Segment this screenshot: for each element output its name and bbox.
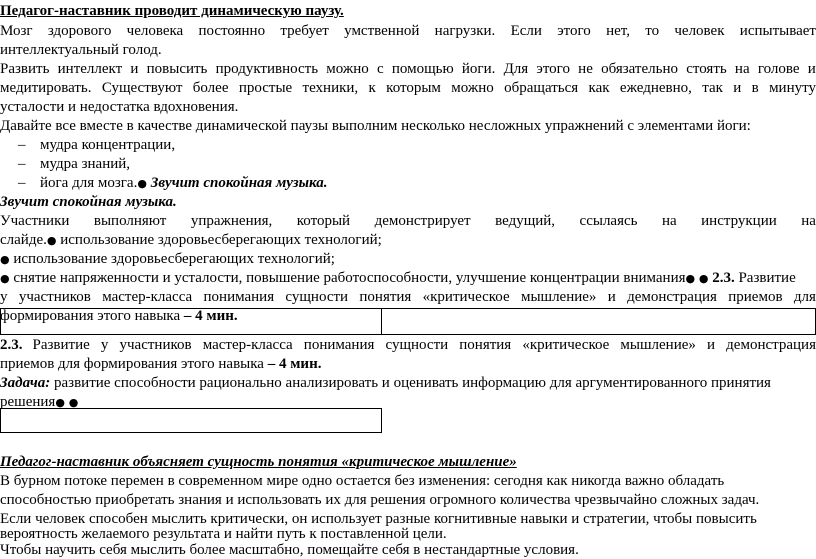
word: понятия xyxy=(359,288,411,306)
word: техники, xyxy=(303,79,359,97)
heading-critical-thinking: Педагог-наставник объясняет сущность понятия «критическое мышление» xyxy=(0,453,816,471)
word: «критическое xyxy=(423,288,510,306)
word: и xyxy=(808,60,816,78)
word: инструкции xyxy=(701,212,777,230)
bullet-item xyxy=(0,250,816,269)
word: ссылаясь xyxy=(580,212,638,230)
word: понятия xyxy=(459,336,511,354)
word: упражнения, xyxy=(191,212,272,230)
duration: – 4 мин. xyxy=(264,356,322,372)
word: демонстрация xyxy=(627,288,717,306)
list-item-text: мудра знаний, xyxy=(40,155,130,173)
word: постоянно xyxy=(199,22,266,40)
bullet-icon: ● xyxy=(699,272,709,285)
s23-line1 xyxy=(0,336,816,354)
bullet-icon: ● xyxy=(69,396,79,409)
word: выполняют xyxy=(94,212,166,230)
word: нет, xyxy=(606,22,630,40)
word: мастер-класса xyxy=(203,336,293,354)
list-item-label: йога для мозга. xyxy=(40,175,137,191)
task-text: развитие способности рационально анализировать и оценивать информацию для аргументированного принятия xyxy=(50,375,771,391)
word: как xyxy=(589,79,610,97)
p1-line1 xyxy=(0,22,816,40)
word: к xyxy=(369,79,376,97)
word: которым xyxy=(386,79,441,97)
p4-line2-a: слайде. xyxy=(0,232,47,248)
word: можно xyxy=(451,79,494,97)
bullet-icon: ● xyxy=(0,253,10,266)
word: участников xyxy=(19,288,91,306)
p4-line1 xyxy=(0,212,816,230)
word: этого xyxy=(557,22,591,40)
word: медитировать. xyxy=(0,79,92,97)
word: сущности xyxy=(285,288,348,306)
word: у xyxy=(101,336,109,354)
word: продуктивность xyxy=(216,60,318,78)
word: Если xyxy=(511,22,542,40)
word: демонстрация xyxy=(726,336,816,354)
word: на xyxy=(662,212,677,230)
word: участников xyxy=(120,336,192,354)
word: на xyxy=(735,60,750,78)
word: и xyxy=(608,288,616,306)
p5-line3: Если человек способен мыслить критически, он использует разные когнитивные навыки и стратегии, чтобы повысить xyxy=(0,510,816,528)
word: то xyxy=(645,22,659,40)
task-line1 xyxy=(0,374,816,392)
word: приемов xyxy=(728,288,782,306)
word: Существуют xyxy=(102,79,183,97)
word: ежедневно, xyxy=(620,79,692,97)
table-cell-left xyxy=(0,308,382,335)
word: более xyxy=(193,79,229,97)
bullet-item-tail: Развитие xyxy=(735,270,796,286)
p4-line2-b: использование здоровьесберегающих технологий; xyxy=(56,232,381,248)
heading-dynamic-pause: Педагог-наставник проводит динамическую паузу. xyxy=(0,2,816,20)
s23-line1-words xyxy=(33,336,816,354)
word: здорового xyxy=(48,22,112,40)
bullet-item xyxy=(0,269,816,288)
word: мышление» xyxy=(521,288,596,306)
p2-line3: усталости и недостатка вдохновения. xyxy=(0,98,816,116)
bullet-icon: ● xyxy=(0,272,10,285)
p5-line5: Чтобы научить себя мыслить более масштабно, помещайте себя в нестандартные условия. xyxy=(0,541,816,559)
word: у xyxy=(0,288,8,306)
p5-line1: В бурном потоке перемен в современном мире одно остается без изменения: сегодня как никогда важно обладать xyxy=(0,472,816,490)
empty-box xyxy=(0,408,382,433)
music-note: Звучит спокойная музыка. xyxy=(0,193,816,211)
p4-line2 xyxy=(0,231,816,250)
list-item-text: мудра концентрации, xyxy=(40,136,175,154)
word: не xyxy=(578,60,593,78)
p2-line1 xyxy=(0,60,816,78)
word: демонстрирует xyxy=(375,212,471,230)
word: в xyxy=(752,79,759,97)
word: ведущий, xyxy=(495,212,555,230)
word: обращаться xyxy=(504,79,578,97)
dash-marker: – xyxy=(18,174,26,192)
bullet-icon: ● xyxy=(47,234,57,247)
word: стоять xyxy=(686,60,727,78)
word: мастер-класса xyxy=(102,288,192,306)
word: Для xyxy=(504,60,529,78)
word: Развитие xyxy=(33,336,90,354)
word: с xyxy=(377,60,384,78)
word: человека xyxy=(127,22,184,40)
word: умственной xyxy=(344,22,419,40)
bullet-item-text: снятие напряженности и усталости, повышение работоспособности, улучшение концентрации внимания xyxy=(10,270,686,286)
word: человек xyxy=(674,22,724,40)
dash-marker: – xyxy=(18,136,26,154)
word: для xyxy=(794,288,816,306)
word: понимания xyxy=(304,336,375,354)
word: Мозг xyxy=(0,22,33,40)
word: можно xyxy=(326,60,369,78)
bullet-icon: ● xyxy=(55,396,65,409)
p1-line2: интеллектуальный голод. xyxy=(0,41,816,59)
word: понимания xyxy=(204,288,275,306)
word: и xyxy=(130,60,138,78)
word: минуту xyxy=(769,79,816,97)
word: нагрузки. xyxy=(435,22,496,40)
word: интеллект xyxy=(58,60,123,78)
word: «критическое xyxy=(522,336,609,354)
word: Участники xyxy=(0,212,69,230)
list-item-text xyxy=(40,174,327,193)
word: повысить xyxy=(147,60,208,78)
bullet-icon: ● xyxy=(137,177,147,190)
p5-line2: способностью приобретать знания и использовать их для решения огромного количества чрезвычайно сложных задач. xyxy=(0,491,816,509)
s23-line2 xyxy=(0,355,816,373)
word: Развить xyxy=(0,60,49,78)
bullet-item-text: использование здоровьесберегающих технологий; xyxy=(10,251,335,267)
b2-line2 xyxy=(0,288,816,306)
duration: – 4 мин. xyxy=(180,308,238,324)
word: и xyxy=(733,79,741,97)
word: на xyxy=(801,212,816,230)
word: и xyxy=(707,336,715,354)
word: помощью xyxy=(392,60,454,78)
word: так xyxy=(702,79,723,97)
task-text-end: решения xyxy=(0,394,55,410)
section-number: 2.3. xyxy=(712,270,735,286)
word: который xyxy=(297,212,350,230)
word: сущности xyxy=(386,336,449,354)
dash-marker: – xyxy=(18,155,26,173)
task-label: Задача: xyxy=(0,375,50,391)
word: мышление» xyxy=(620,336,695,354)
p5-line4: вероятность желаемого результата и найти путь к поставленной цели. xyxy=(0,525,816,543)
word: испытывает xyxy=(740,22,816,40)
word: обязательно xyxy=(601,60,678,78)
word: этого xyxy=(536,60,570,78)
table-cell-right xyxy=(381,308,816,335)
word: йоги. xyxy=(462,60,495,78)
p2-line2 xyxy=(0,79,816,97)
p3-line: Давайте все вместе в качестве динамической паузы выполним несколько несложных упражнений с элементами йоги: xyxy=(0,117,816,135)
music-note-inline: Звучит спокойная музыка. xyxy=(151,175,328,191)
bullet-icon: ● xyxy=(686,272,696,285)
word: требует xyxy=(280,22,328,40)
section-number: 2.3. xyxy=(0,336,23,354)
s23-line2-a: приемов для формирования этого навыка xyxy=(0,356,264,372)
b2-line3-a: формирования этого навыка xyxy=(0,308,180,324)
word: простые xyxy=(239,79,292,97)
word: голове xyxy=(758,60,800,78)
